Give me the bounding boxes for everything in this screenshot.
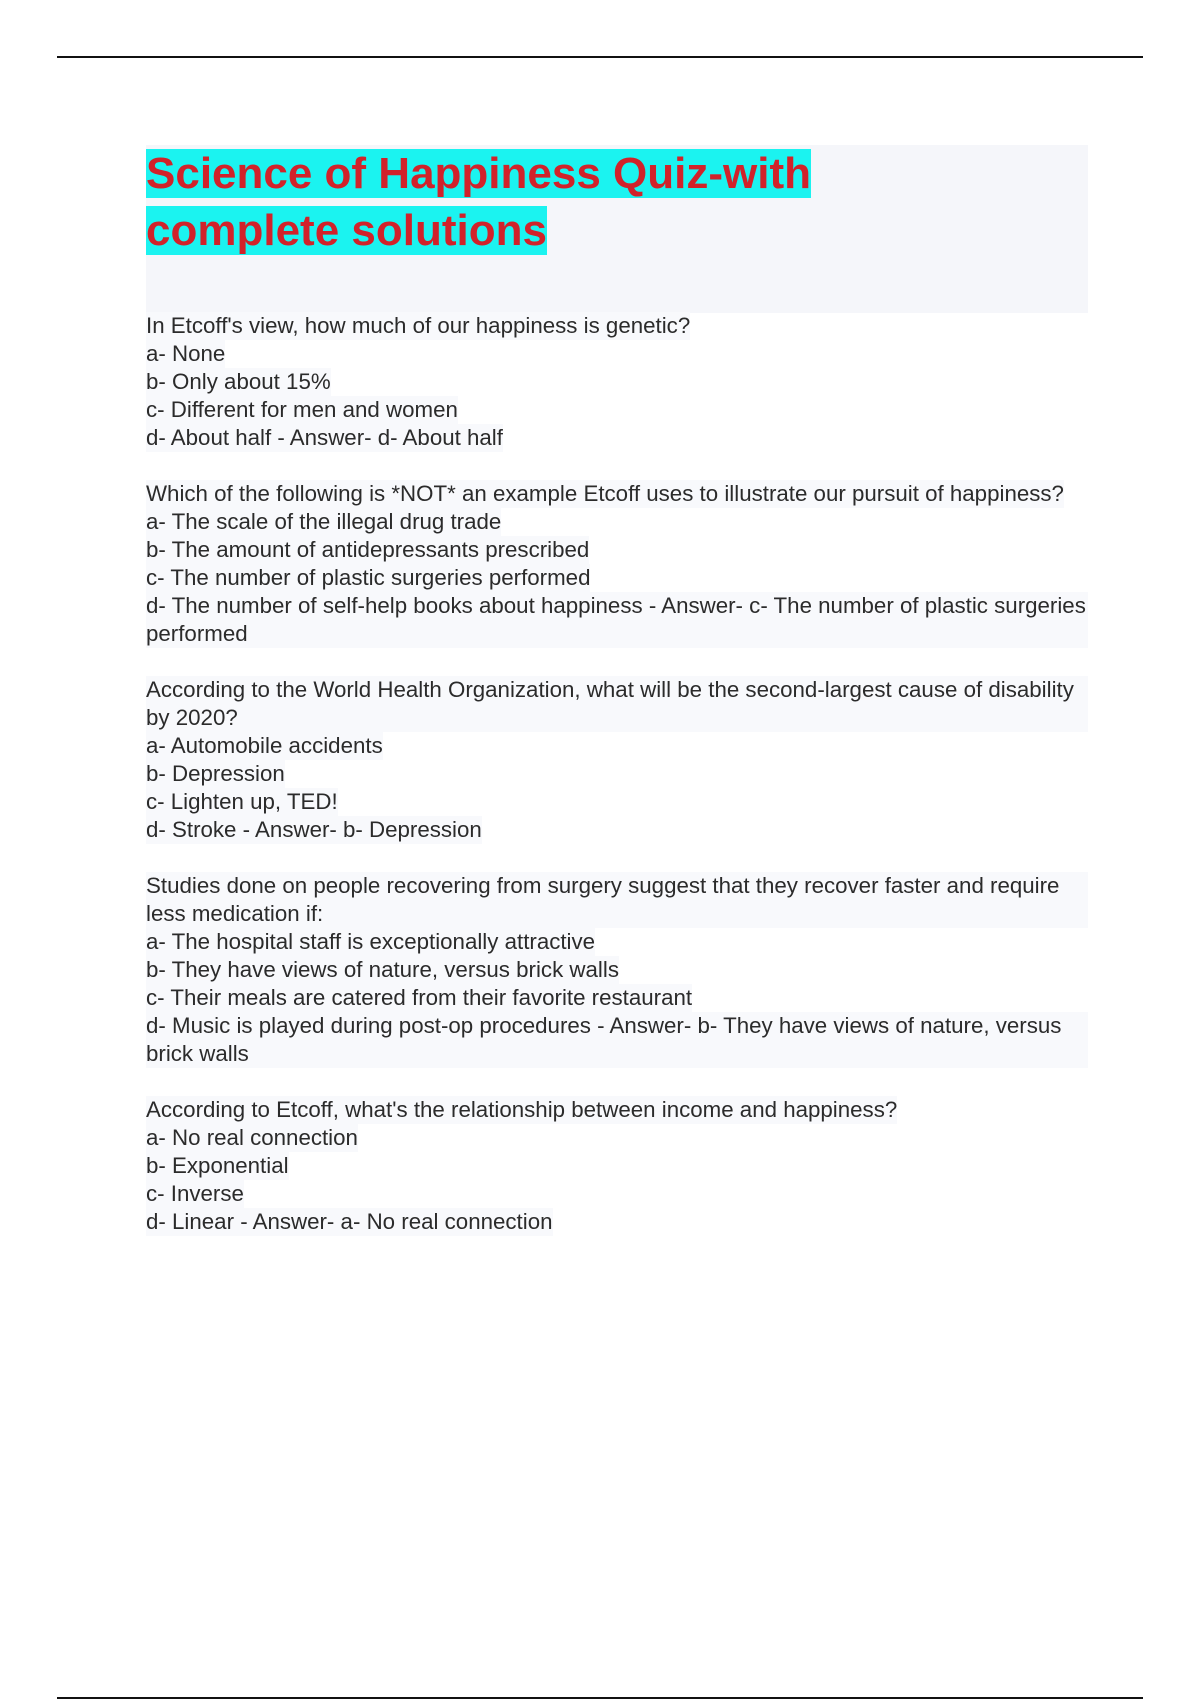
answer-option: b- They have views of nature, versus brick walls (146, 957, 619, 982)
question-text: According to the World Health Organization, what will be the second-largest cause of disability by 2020? (146, 676, 1088, 732)
answer-option: d- Music is played during post-op procedures - Answer- b- They have views of nature, versus brick walls (146, 1012, 1088, 1068)
answer-option: c- Their meals are catered from their favorite restaurant (146, 985, 693, 1010)
question-text: Studies done on people recovering from surgery suggest that they recover faster and require less medication if: (146, 872, 1088, 928)
answer-option: a- No real connection (146, 1125, 358, 1150)
answer-option: d- About half - Answer- d- About half (146, 425, 503, 450)
question-text: In Etcoff's view, how much of our happiness is genetic? (146, 313, 691, 338)
answer-option: d- Linear - Answer- a- No real connection (146, 1209, 553, 1234)
answer-option: c- Different for men and women (146, 397, 458, 422)
answer-option: d- Stroke - Answer- b- Depression (146, 817, 482, 842)
question-block (146, 872, 1088, 1068)
question-text: According to Etcoff, what's the relationship between income and happiness? (146, 1097, 898, 1122)
title-line-2: complete solutions (146, 206, 547, 255)
answer-option: a- None (146, 341, 226, 366)
title-line-1: Science of Happiness Quiz-with (146, 149, 812, 198)
question-block (146, 312, 1088, 452)
answer-option: a- Automobile accidents (146, 733, 383, 758)
answer-option: b- Exponential (146, 1153, 289, 1178)
footer-rule (57, 1697, 1143, 1699)
answer-option: a- The hospital staff is exceptionally attractive (146, 929, 596, 954)
header-rule (57, 56, 1143, 58)
answer-option: b- Depression (146, 761, 285, 786)
answer-option: d- The number of self-help books about happiness - Answer- c- The number of plastic surgeries performed (146, 592, 1088, 648)
answer-option: a- The scale of the illegal drug trade (146, 509, 502, 534)
title-block (146, 145, 1088, 313)
quiz-content (146, 312, 1088, 1264)
answer-option: c- Inverse (146, 1181, 244, 1206)
question-block (146, 676, 1088, 844)
answer-option: c- Lighten up, TED! (146, 789, 338, 814)
answer-option: c- The number of plastic surgeries performed (146, 565, 591, 590)
answer-option: b- The amount of antidepressants prescribed (146, 537, 590, 562)
document-title (146, 145, 1088, 259)
question-block (146, 1096, 1088, 1236)
answer-option: b- Only about 15% (146, 369, 331, 394)
question-text: Which of the following is *NOT* an example Etcoff uses to illustrate our pursuit of happiness? (146, 481, 1064, 506)
question-block (146, 480, 1088, 648)
